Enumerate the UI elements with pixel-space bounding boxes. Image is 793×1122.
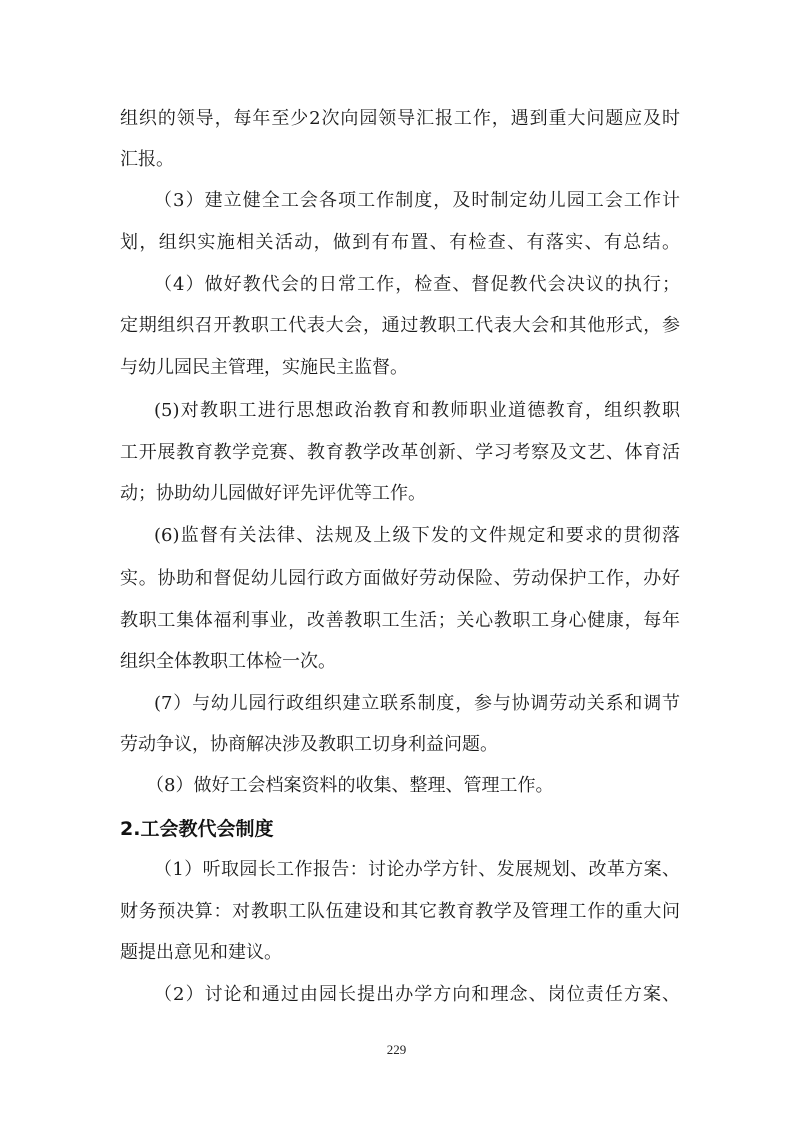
item-5-line-2: 工开展教育教学竞赛、教育教学改革创新、学习考察及文艺、体育活	[120, 442, 680, 463]
item-6-line-4: 组织全体教职工体检一次。	[120, 651, 336, 672]
section2-item-1-line-2: 财务预决算：对教职工队伍建设和其它教育教学及管理工作的重大问	[120, 901, 680, 922]
section-heading: 2.工会教代会制度	[120, 818, 274, 840]
item-4-line-3: 与幼儿园民主管理，实施民主监督。	[120, 357, 408, 378]
paragraph-continued-line-2: 汇报。	[120, 149, 174, 170]
section2-item-1-line-3: 题提出意见和建议。	[120, 942, 282, 963]
item-6-line-2: 实。协助和督促幼儿园行政方面做好劳动保险、劳动保护工作，办好	[120, 568, 680, 589]
item-3-line-2: 划，组织实施相关活动，做到有布置、有检查、有落实、有总结。	[120, 232, 680, 253]
section2-item-1-line-1: （1）听取园长工作报告：讨论办学方针、发展规划、改革方案、	[154, 859, 680, 880]
paragraph-continued-line-1: 组织的领导，每年至少2次向园领导汇报工作，遇到重大问题应及时	[120, 108, 680, 129]
item-4-line-1: （4）做好教代会的日常工作，检查、督促教代会决议的执行；	[154, 274, 680, 295]
item-5-line-1: (5)对教职工进行思想政治教育和教师职业道德教育，组织教职	[154, 400, 680, 421]
item-4-line-2: 定期组织召开教职工代表大会，通过教职工代表大会和其他形式，参	[120, 315, 680, 336]
section2-item-2-line-1: （2）讨论和通过由园长提出办学方向和理念、岗位责任方案、	[154, 984, 680, 1005]
item-8-line-1: （8）做好工会档案资料的收集、整理、管理工作。	[146, 775, 554, 796]
page-number: 229	[386, 1042, 407, 1057]
item-7-line-2: 劳动争议，协商解决涉及教职工切身利益问题。	[120, 734, 498, 755]
item-7-line-1: (7）与幼儿园行政组织建立联系制度，参与协调劳动关系和调节	[154, 693, 680, 714]
item-3-line-1: （3）建立健全工会各项工作制度，及时制定幼儿园工会工作计	[154, 190, 680, 211]
item-5-line-3: 动；协助幼儿园做好评先评优等工作。	[120, 483, 426, 504]
item-6-line-3: 教职工集体福利事业，改善教职工生活；关心教职工身心健康，每年	[120, 610, 680, 631]
item-6-line-1: (6)监督有关法律、法规及上级下发的文件规定和要求的贯彻落	[154, 525, 680, 546]
